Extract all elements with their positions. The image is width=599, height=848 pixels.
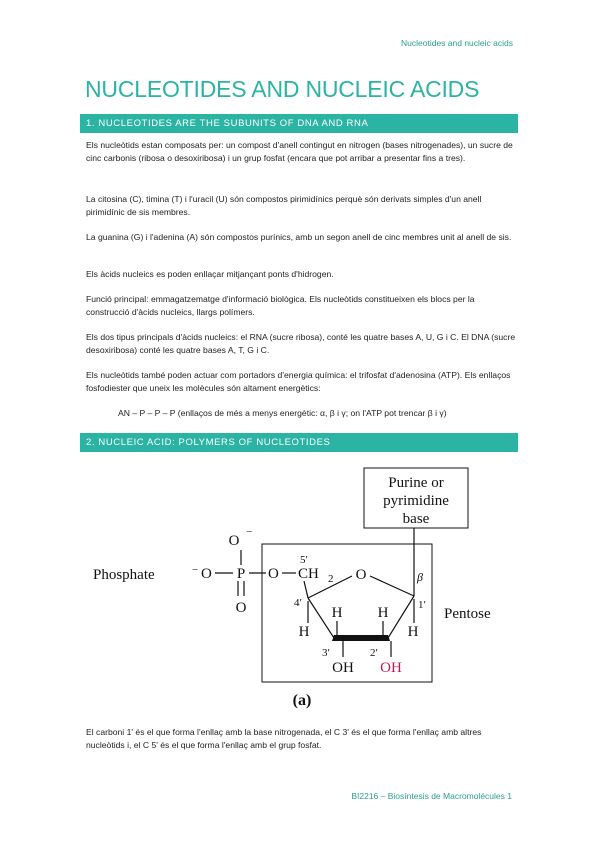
paragraph-atp: Els nucleòtids també poden actuar com portadors d'energia química: el trifosfat d'adenosina (ATP). Els enllaços fosfodiester que uneix les molècules són altament energètics:: [86, 370, 511, 394]
running-header: Nucleotides and nucleic acids: [401, 38, 513, 48]
c4-prime-label: 4′: [294, 597, 302, 609]
c3-prime-label: 3′: [322, 647, 330, 659]
atom-h-c2-up: H: [377, 605, 389, 621]
atom-h-c3-up: H: [331, 605, 343, 621]
base-box-line-1: Purine or: [388, 475, 444, 491]
atom-ring-o: O: [355, 567, 367, 583]
atom-o-left-charge: −: [192, 564, 199, 576]
atom-o-double: O: [235, 600, 247, 616]
phosphate-label: Phosphate: [93, 567, 155, 583]
atom-h-c1-down: H: [407, 624, 419, 640]
figure-caption: (a): [292, 692, 312, 709]
page-title: NUCLEOTIDES AND NUCLEIC ACIDS: [85, 76, 480, 102]
atom-o-top-charge: −: [246, 526, 253, 538]
paragraph-main-function: Funció principal: emmagatzematge d'informació biològica. Els nucleòtids constitueixen els blocs per la construcció d'àcids nucleics, llargs polímers.: [86, 294, 475, 318]
atom-oh-2-prime: OH: [380, 660, 402, 676]
atom-phosphorus: P: [236, 566, 246, 582]
ring-front-bond: [332, 635, 390, 641]
atom-o-right: O: [268, 566, 279, 582]
paragraph-purines: La guanina (G) i l'adenina (A) són compostos purínics, amb un segon anell de cinc membres unit al anell de sis.: [86, 232, 512, 242]
page-footer: BI2216 – Biosíntesis de Macromolécules 1: [351, 791, 512, 801]
base-box-line-3: base: [402, 511, 430, 527]
atom-h-c4-down: H: [298, 624, 310, 640]
c2-prime-label: 2′: [370, 647, 378, 659]
atom-o-left: O: [201, 566, 212, 582]
paragraph-pyrimidines: La citosina (C), timina (T) i l'uracil (U) són compostos pirimidínics perquè són derivats simples d'un anell pirimidínic de sis membres.: [86, 194, 482, 218]
atom-oh-3-prime: OH: [332, 660, 354, 676]
pentose-label: Pentose: [444, 606, 491, 622]
section-2-heading: 2. NUCLEIC ACID: POLYMERS OF NUCLEOTIDES: [80, 433, 518, 452]
paragraph-composition: Els nucleòtids estan composats per: un compost d'anell contingut en nitrogen (bases nitrogenades), un sucre de cinc carbonis (ribosa o desoxiribosa) i un grup fosfat (encara que pot arribar a presentar fins a tres).: [86, 140, 513, 164]
atp-formula: AN – P – P – P (enllaços de més a menys energètic: α, β i γ; on l'ATP pot trencar β i γ): [118, 408, 447, 418]
section-1-heading: 1. NUCLEOTIDES ARE THE SUBUNITS OF DNA AND RNA: [80, 114, 518, 133]
c1-prime-label: 1′: [418, 599, 426, 611]
atom-ch2-subscript: 2: [328, 573, 334, 585]
base-box-line-2: pyrimidine: [383, 493, 449, 509]
c5-prime-label: 5′: [300, 554, 308, 566]
paragraph-hydrogen-bonds: Els àcids nucleics es poden enllaçar mitjançant ponts d'hidrogen.: [86, 269, 334, 279]
paragraph-nucleic-acid-types: Els dos tipus principals d'àcids nucleics: el RNA (sucre ribosa), conté les quatre bases A, U, G i C. El DNA (sucre desoxiribosa) conté les quatre bases A, T, G i C.: [86, 332, 516, 356]
atom-o-top: O: [228, 533, 240, 549]
beta-label: β: [417, 570, 423, 584]
paragraph-carbon-bonds: El carboni 1' és el que forma l'enllaç amb la base nitrogenada, el C 3' és el que forma l'enllaç amb altres nucleòtids i, el C 5' és el que forma l'enllaç amb el grup fosfat.: [86, 727, 482, 751]
nucleotide-structure-diagram: [86, 460, 516, 710]
atom-ch2: CH: [298, 566, 319, 582]
